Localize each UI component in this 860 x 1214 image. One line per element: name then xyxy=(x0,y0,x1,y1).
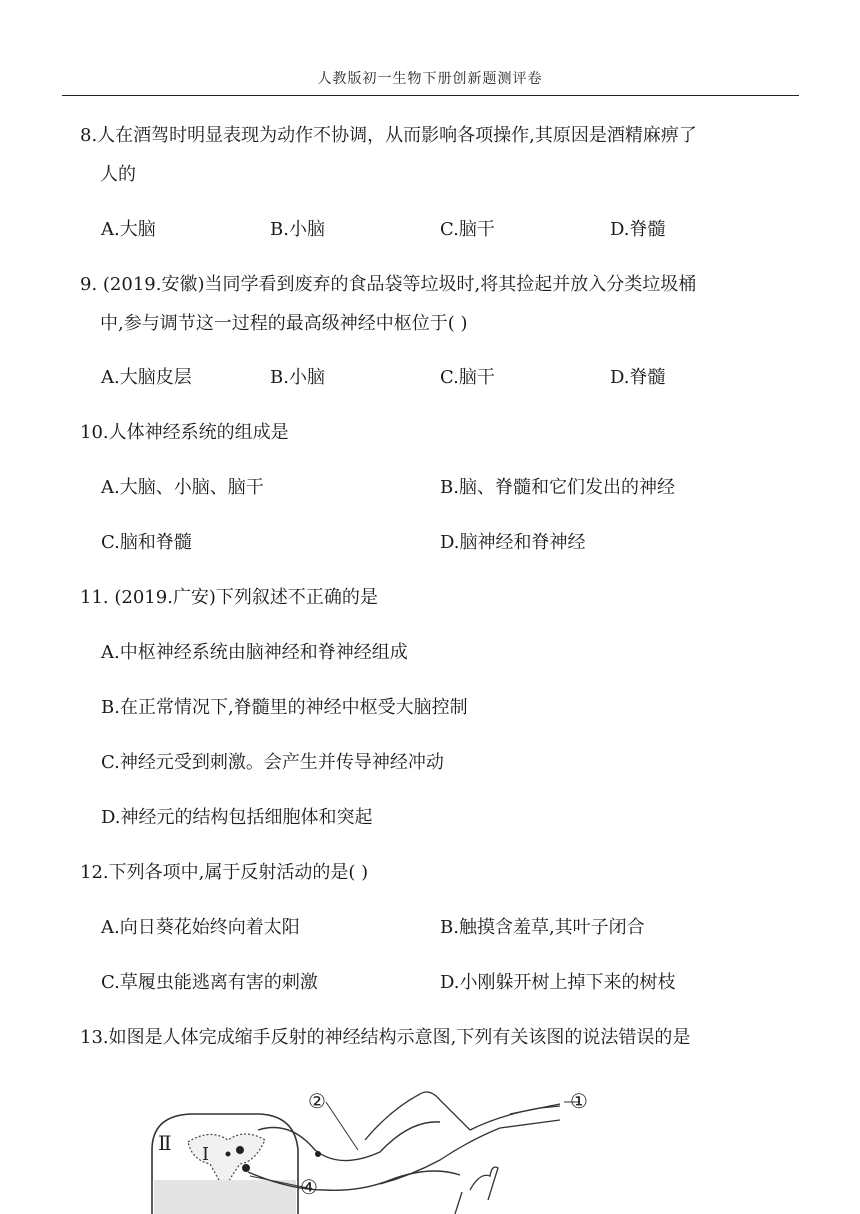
q12-stem: 12.下列各项中,属于反射活动的是( ) xyxy=(80,862,369,883)
q9-option-a: A.大脑皮层 xyxy=(101,367,192,388)
q8-stem-line1: 8.人在酒驾时明显表现为动作不协调，从而影响各项操作,其原因是酒精麻痹了 xyxy=(80,125,697,146)
label-1: ① xyxy=(570,1089,588,1113)
q8-option-c: C.脑干 xyxy=(440,219,495,240)
q13-stem: 13.如图是人体完成缩手反射的神经结构示意图,下列有关该图的说法错误的是 xyxy=(80,1027,691,1048)
q12-option-c: C.草履虫能逃离有害的刺激 xyxy=(101,972,318,993)
q10-option-b: B.脑、脊髓和它们发出的神经 xyxy=(440,477,675,498)
q10-option-a: A.大脑、小脑、脑干 xyxy=(101,477,264,498)
q9-option-d: D.脊髓 xyxy=(610,367,666,388)
q11-option-a: A.中枢神经系统由脑神经和脊神经组成 xyxy=(101,642,408,663)
q11-option-b: B.在正常情况下,脊髓里的神经中枢受大脑控制 xyxy=(101,697,468,718)
stimulus-needle xyxy=(510,1104,560,1114)
q8-option-a: A.大脑 xyxy=(101,219,156,240)
q8-option-d: D.脊髓 xyxy=(610,219,666,240)
hand-outline xyxy=(455,1167,498,1214)
q8-stem-line2: 人的 xyxy=(100,164,136,185)
q12-option-b: B.触摸含羞草,其叶子闭合 xyxy=(440,917,645,938)
afferent-nerve xyxy=(258,1122,440,1161)
reflex-arc-diagram xyxy=(140,1080,610,1214)
hatched-region xyxy=(154,1180,296,1214)
q12-option-d: D.小刚躲开树上掉下来的树枝 xyxy=(440,972,676,993)
q9-stem-line2: 中,参与调节这一过程的最高级神经中枢位于( ) xyxy=(100,313,468,334)
label-4: ④ xyxy=(300,1175,318,1199)
label-roman-2: Ⅱ xyxy=(158,1131,172,1155)
label-2: ② xyxy=(308,1089,326,1113)
q9-option-c: C.脑干 xyxy=(440,367,495,388)
q10-option-d: D.脑神经和脊神经 xyxy=(440,532,586,553)
q11-stem: 11. (2019.广安)下列叙述不正确的是 xyxy=(80,587,378,608)
q8-option-b: B.小脑 xyxy=(270,219,325,240)
arm-outline xyxy=(365,1092,560,1140)
q10-option-c: C.脑和脊髓 xyxy=(101,532,192,553)
q11-option-d: D.神经元的结构包括细胞体和突起 xyxy=(101,807,373,828)
label-roman-1: Ⅰ xyxy=(202,1144,210,1165)
header-divider xyxy=(62,95,799,96)
q9-option-b: B.小脑 xyxy=(270,367,325,388)
q9-stem-line1: 9. (2019.安徽)当同学看到废弃的食品袋等垃圾时,将其捡起并放入分类垃圾桶 xyxy=(80,274,697,295)
page-header-title: 人教版初一生物下册创新题测评卷 xyxy=(317,71,543,87)
q12-option-a: A.向日葵花始终向着太阳 xyxy=(101,917,300,938)
q10-stem: 10.人体神经系统的组成是 xyxy=(80,422,289,443)
q11-option-c: C.神经元受到刺激。会产生并传导神经冲动 xyxy=(101,752,444,773)
